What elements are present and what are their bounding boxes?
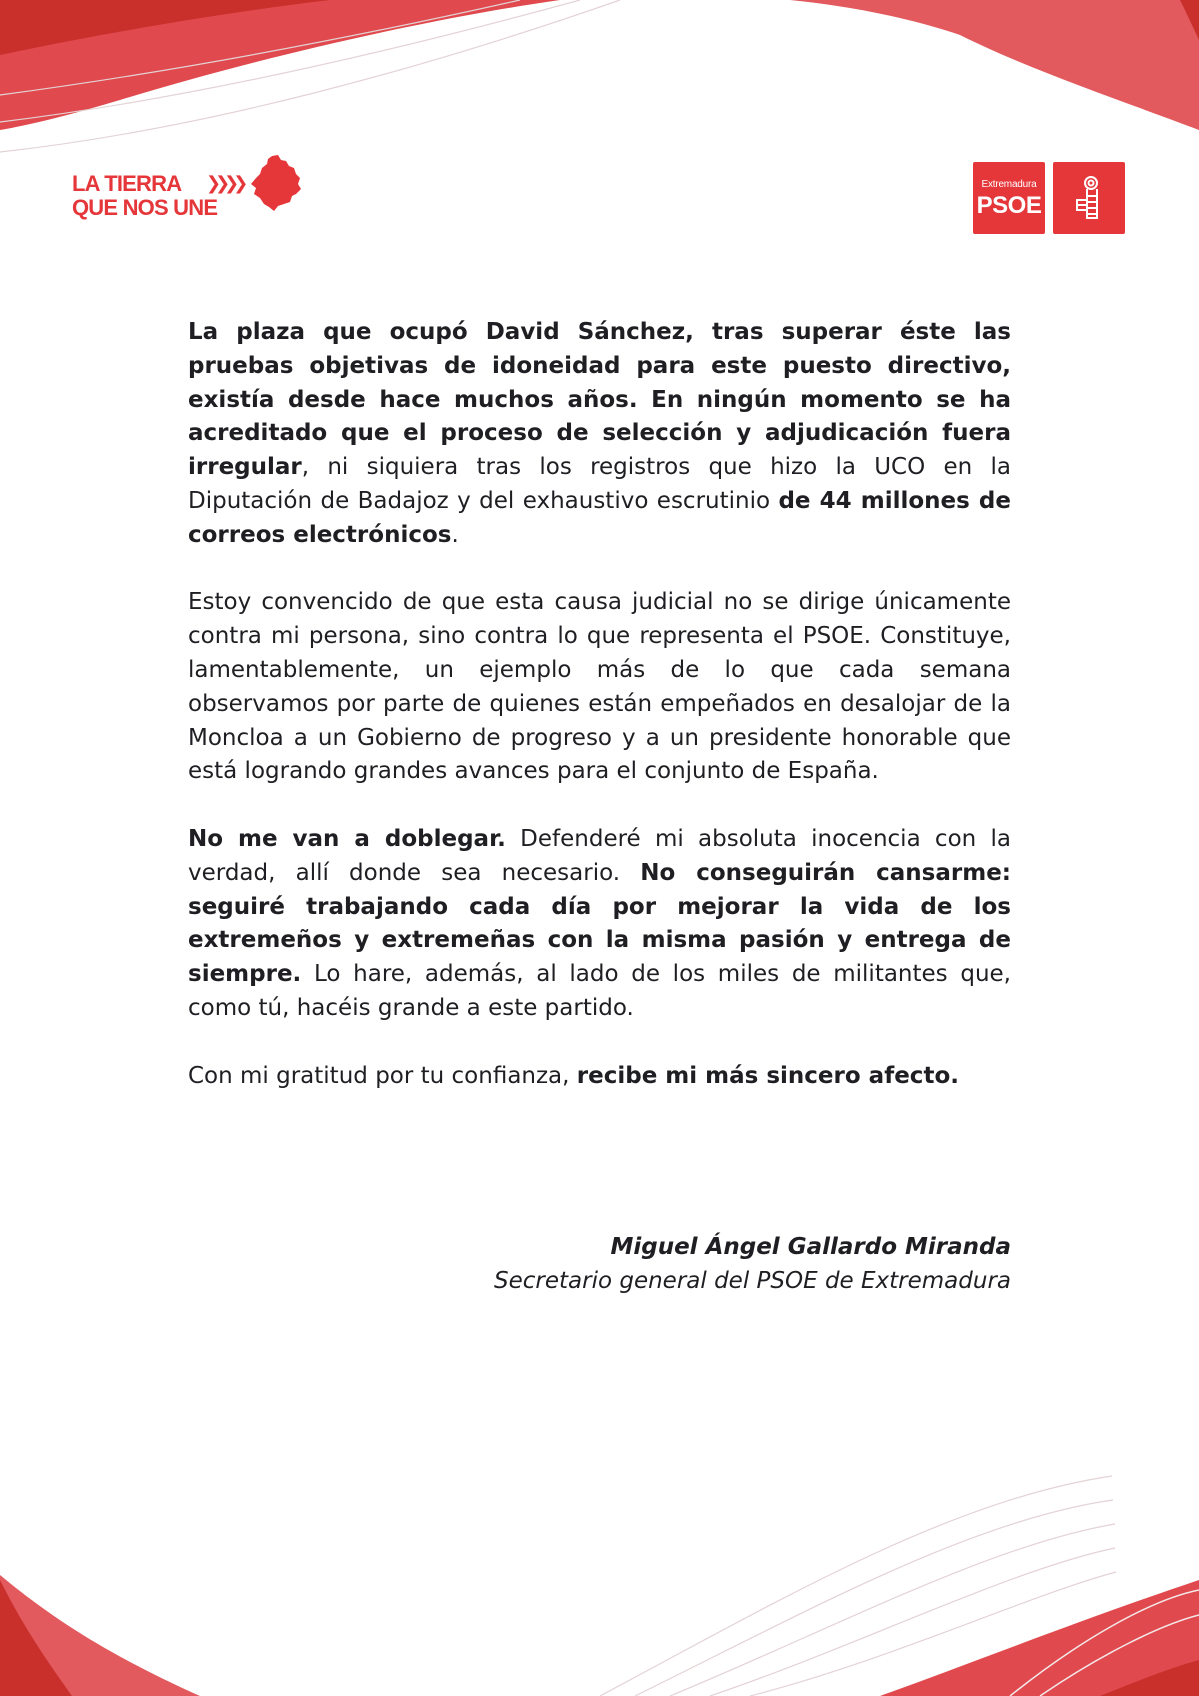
- region-label: Extremadura: [981, 179, 1037, 190]
- extremadura-map-icon: [248, 154, 302, 212]
- signature-block: [494, 1230, 1011, 1298]
- text-regular: Estoy convencido de que esta causa judicial no se dirige únicamente contra mi persona, sino contra lo que representa el PSOE. Constituye, lamentablemente, un ejemplo más de lo que cada semana observamos por parte de quienes están empeñados en desalojar de la Moncloa a un Gobierno de progreso y a un presidente honorable que está logrando grandes avances para el conjunto de España.: [188, 589, 1011, 785]
- paragraph-2: [188, 586, 1011, 789]
- rose-fist-icon: [1071, 174, 1107, 222]
- text-bold: La plaza que ocupó David Sánchez, tras superar éste las pruebas objetivas de idoneidad para este puesto directivo, existía desde hace muchos años. En ningún momento se ha acreditado que el proceso de selección y adjudicación fuera irregular: [188, 319, 1011, 481]
- signatory-name: Miguel Ángel Gallardo Miranda: [610, 1234, 1011, 1260]
- paragraph-1: [188, 316, 1011, 553]
- paragraph-4: [188, 1060, 1011, 1094]
- psoe-wordmark-box: [973, 162, 1045, 234]
- text-bold: de 44 millones de correos electrónicos: [188, 487, 1011, 548]
- text-bold: No conseguirán cansarme: seguiré trabajando cada día por mejorar la vida de los extremeños y extremeñas con la misma pasión y entrega de siempre.: [188, 859, 1012, 988]
- campaign-logo-line1: LA TIERRA: [72, 171, 182, 196]
- text-regular: Defenderé mi absoluta inocencia con la verdad, allí donde sea necesario.: [188, 825, 1011, 886]
- psoe-extremadura-logo: [973, 162, 1125, 234]
- party-name: PSOE: [976, 192, 1042, 219]
- text-regular: .: [451, 521, 459, 548]
- text-bold: recibe mi más sincero afecto.: [576, 1062, 959, 1089]
- text-bold: No me van a doblegar.: [188, 825, 506, 852]
- campaign-logo: [72, 154, 302, 226]
- letter-body: [188, 316, 1011, 1127]
- text-regular: , ni siquiera tras los registros que hizo la UCO en la Diputación de Badajoz y del exhaustivo escrutinio: [188, 454, 1011, 514]
- paragraph-3: [188, 823, 1011, 1026]
- text-regular: Con mi gratitud por tu confianza,: [188, 1062, 577, 1089]
- campaign-logo-line2: QUE NOS UNE: [72, 195, 218, 220]
- text-regular: Lo hare, además, al lado de los miles de militantes que, como tú, hacéis grande a este partido.: [188, 961, 1011, 1021]
- signatory-title: Secretario general del PSOE de Extremadura: [494, 1268, 1011, 1294]
- psoe-emblem-box: [1053, 162, 1125, 234]
- chevrons-icon: ❯❯❯❯: [206, 173, 243, 194]
